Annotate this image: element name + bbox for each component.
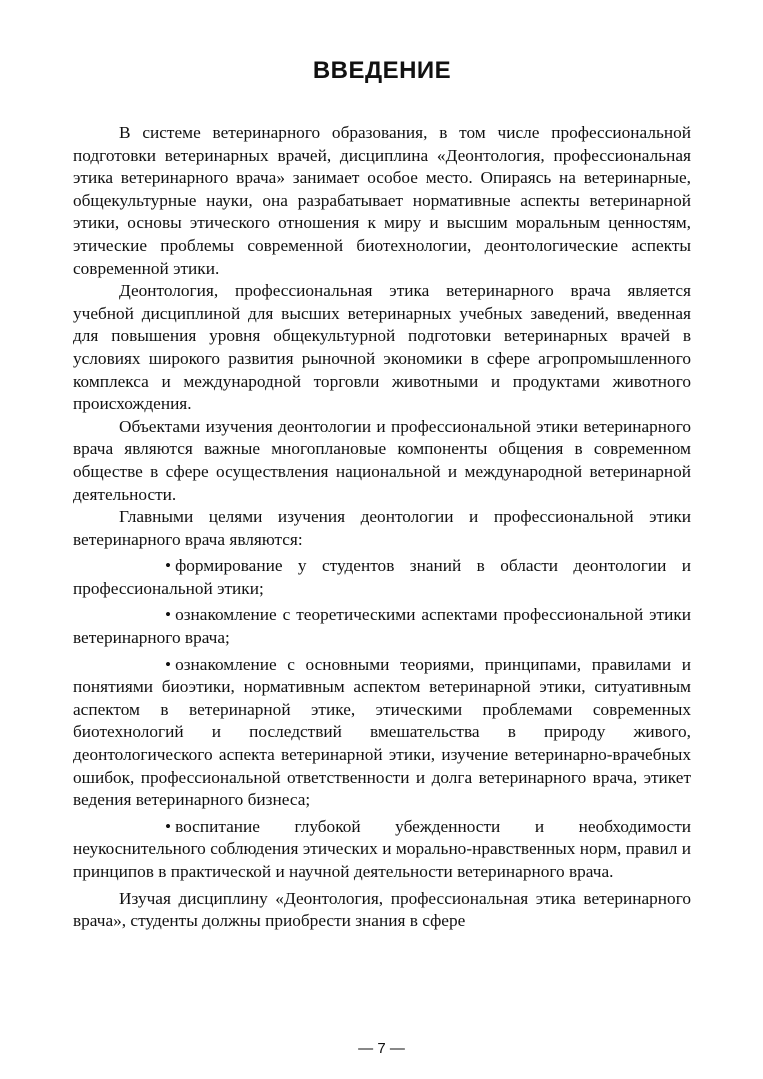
- bullet-text: формирование у студентов знаний в области деонтологии и профессиональной этики;: [73, 556, 691, 598]
- bullet-item: [73, 654, 691, 812]
- bullet-marker: •: [165, 654, 172, 674]
- bullet-text: ознакомление с теоретическими аспектами профессиональной этики ветеринарного врача;: [73, 605, 691, 648]
- bullet-marker: •: [165, 605, 172, 625]
- paragraph-discipline: Деонтология, профессиональная этика ветеринарного врача является учебной дисциплиной для высших ветеринарных учебных заведений, введенная для повышения уровня общекультурной подготовки ветеринарных врачей в условиях широкого развития рыночной экономики в сфере агропромышленного комплекса и международной торговли животными и продуктами животного происхождения.: [73, 281, 691, 414]
- bullet-item: [73, 816, 691, 884]
- page-number: — 7 —: [358, 1040, 405, 1057]
- bullet-marker: •: [165, 556, 172, 576]
- bullet-item: [73, 555, 691, 600]
- paragraph-closing: Изучая дисциплину «Деонтология, профессиональная этика ветеринарного врача», студенты должны приобрести знания в сфере: [73, 888, 691, 931]
- bullet-text: ознакомление с основными теориями, принципами, правилами и понятиями биоэтики, нормативным аспектом ветеринарной этики, ситуативным аспектом в ветеринарной этике, этическими проблемами современных биотехнологий и последствий вмешательства в природу живого, деонтологического аспекта ветеринарной этики, изучение ветеринарно-врачебных ошибок, профессиональной ответственности и долга ветеринарного врача, этикет ведения ветеринарного бизнеса;: [73, 654, 691, 810]
- paragraph-objects: Объектами изучения деонтологии и профессиональной этики ветеринарного врача являются важные многоплановые компоненты общения в современном обществе в сфере осуществления национальной и международной ветеринарной деятельности.: [73, 416, 691, 504]
- bullet-item: [73, 604, 691, 649]
- paragraph-goals: Главными целями изучения деонтологии и профессиональной этики ветеринарного врача являются:: [73, 507, 691, 549]
- page-title: ВВЕДЕНИЕ: [312, 57, 452, 84]
- page-content: [73, 52, 691, 933]
- bullet-text: воспитание глубокой убежденности и необходимости неукоснительного соблюдения этических и морально-нравственных норм, правил и принципов в практической и научной деятельности ветеринарного врача.: [73, 816, 691, 881]
- paragraph-intro: В системе ветеринарного образования, в том числе профессиональной подготовки ветеринарных врачей, дисциплина «Деонтология, профессиональная этика ветеринарного врача» занимает особое место. Опираясь на ветеринарные, общекультурные науки, она разрабатывает нормативные аспекты ветеринарной этики, основы этического отношения к миру и высшим моральным ценностям, этические проблемы современной биотехнологии, деонтологические аспекты современной этики.: [73, 123, 691, 278]
- body-text: [73, 122, 691, 933]
- bullet-marker: •: [165, 816, 172, 836]
